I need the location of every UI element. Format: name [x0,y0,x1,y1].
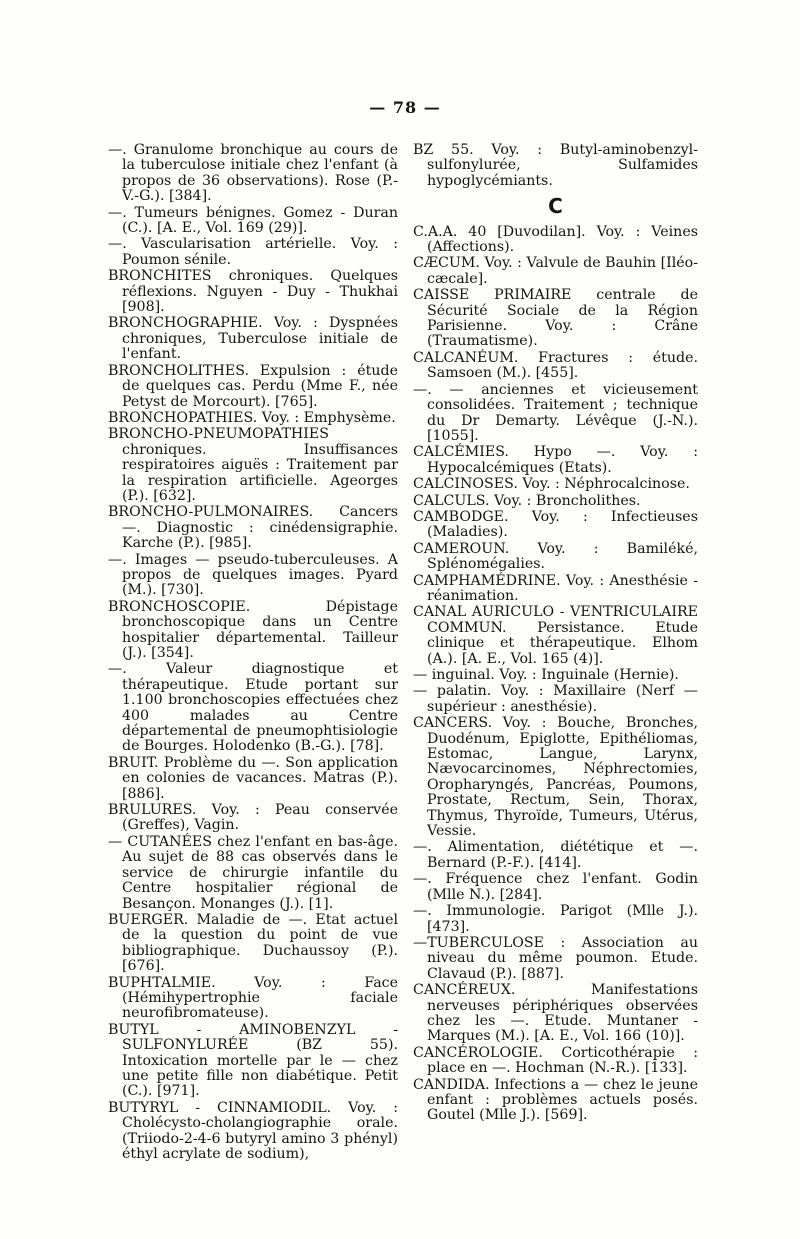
index-entry: BRONCHOGRAPHIE. Voy. : Dyspnées chroniques, Tuberculose initiale de l'enfant. [108,315,398,363]
index-entry: CÆCUM. Voy. : Valvule de Bauhin [Iléo-cæcale]. [413,255,698,287]
section-letter: C [548,194,563,219]
index-entry: CALCINOSES. Voy. : Néphrocalcinose. [413,476,690,493]
index-entry: — palatin. Voy. : Maxillaire (Nerf — supérieur : anesthésie). [413,683,698,715]
index-entry: BRONCHOPATHIES. Voy. : Emphysème. [108,409,396,426]
index-entry: CAMPHAMÉDRINE. Voy. : Anesthésie - réanimation. [413,572,698,604]
index-entry: BUTYL - AMINOBENZYL - SULFONYLURÉE (BZ 55). Intoxication mortelle par le — chez une petite fille non diabétique. Petit (C.). [971]. [108,1021,398,1100]
index-entry: CALCÉMIES. Hypo —. Voy. : Hypocalcémiques (Etats). [413,444,698,476]
index-entry: BZ 55. Voy. : Butyl-aminobenzyl-sulfonylurée, Sulfamides hypoglycémiants. [413,142,698,189]
index-entry: CALCULS. Voy. : Broncholithes. [413,492,641,509]
index-entry: —. Images — pseudo-tuberculeuses. A propos de quelques images. Pyard (M.). [730]. [108,551,398,599]
left-column [108,143,398,1163]
index-entry: CANCERS. Voy. : Bouche, Bronches, Duodénum, Epiglotte, Epithéliomas, Estomac, Langue, Larynx, Nævocarcinomes, Néphrectomies, Oropharyngés, Pancréas, Poumons, Prostate, Rectum, Sein, Thorax, Thymus, Thyroïde, Tumeurs, Utérus, Vessie. [413,715,698,840]
index-entry: BRONCHITES chroniques. Quelques réflexions. Nguyen - Duy - Thukhai [908]. [108,268,398,316]
index-entry: BUTYRYL - CINNAMIODIL. Voy. : Cholécysto-cholangiographie orale. (Triiodo-2-4-6 butyryl amino 3 phényl) éthyl acrylate de sodium), [108,1099,398,1162]
index-entry: CALCANÉUM. Fractures : étude. Samsoen (M.). [455]. [413,349,698,382]
index-entry: — CUTANÉES chez l'enfant en bas-âge. Au sujet de 88 cas observés dans le service de chirurgie infantile du Centre hospitalier régional de Besançon. Monanges (J.). [1]. [108,833,398,912]
index-entry: — inguinal. Voy. : Inguinale (Hernie). [413,667,679,683]
index-entry: BRONCHO-PNEUMOPATHIES chroniques. Insuffisances respiratoires aiguës : Traitement par la respiration artificielle. Ageorges (P.). [632]. [108,426,398,504]
index-entry: —. Granulome bronchique au cours de la tuberculose initiale chez l'enfant (à propos de 36 observations). Rose (P.-V.-G.). [384]. [108,142,398,205]
index-entry: —. — anciennes et vicieusement consolidées. Traitement ; technique du Dr Demarty. Lévêque (J.-N.). [1055]. [413,381,698,444]
index-entry: CANAL AURICULO - VENTRICULAIRE COMMUN. Persistance. Etude clinique et thérapeutique. Elhom (A.). [A. E., Vol. 165 (4)]. [413,604,698,667]
index-entry: —. Fréquence chez l'enfant. Godin (Mlle N.). [284]. [413,871,698,903]
index-entry: CANDIDA. Infections a — chez le jeune enfant : problèmes actuels posés. Goutel (Mlle J.). [569]. [413,1076,698,1124]
index-entry: C.A.A. 40 [Duvodilan]. Voy. : Veines (Affections). [413,223,698,256]
index-entry: —TUBERCULOSE : Association au niveau du même poumon. Etude. Clavaud (P.). [887]. [413,934,698,982]
index-entry: CAMEROUN. Voy. : Bamiléké, Splénomégalies. [413,540,698,573]
index-entry: CANCÉREUX. Manifestations nerveuses périphériques observées chez les —. Etude. Muntaner - Marques (M.). [A. E., Vol. 166 (10)]. [413,982,698,1045]
index-entry: BUERGER. Maladie de —. Etat actuel de la question du point de vue bibliographique. Duchaussoy (P.). [676]. [108,911,398,975]
index-entry: BUPHTALMIE. Voy. : Face (Hémihypertrophie faciale neurofibromateuse). [108,974,398,1022]
index-entry: BRONCHOSCOPIE. Dépistage bronchoscopique dans un Centre hospitalier départemental. Tailleur (J.). [354]. [108,598,398,661]
index-entry: —. Vascularisation artérielle. Voy. : Poumon sénile. [108,236,398,268]
index-entry: BRULURES. Voy. : Peau conservée (Greffes), Vagin. [108,802,398,834]
right-column [413,143,698,1125]
index-entry: —. Alimentation, diététique et —. Bernard (P.-F.). [414]. [413,839,698,871]
index-entry: CANCÉROLOGIE. Corticothérapie : place en —. Hochman (N.-R.). [133]. [413,1044,698,1077]
index-entry: CAISSE PRIMAIRE centrale de Sécurité Sociale de la Région Parisienne. Voy. : Crâne (Traumatisme). [413,287,698,350]
index-entry: CAMBODGE. Voy. : Infectieuses (Maladies). [413,508,698,541]
index-entry: —. Valeur diagnostique et thérapeutique. Etude portant sur 1.100 bronchoscopies effectuées chez 400 malades au Centre départemental de pneumophtisiologie de Bourges. Holodenko (B.-G.). [78]. [108,661,398,755]
index-entry: —. Immunologie. Parigot (Mlle J.). [473]. [413,903,698,935]
index-entry: BRUIT. Problème du —. Son application en colonies de vacances. Matras (P.). [886]. [108,754,398,802]
index-entry: BRONCHO-PULMONAIRES. Cancers —. Diagnostic : cinédensigraphie. Karche (P.). [985]. [108,504,398,552]
page-number: — 78 — [369,98,441,117]
index-entry: —. Tumeurs bénignes. Gomez - Duran (C.). [A. E., Vol. 169 (29)]. [108,204,398,237]
index-entry: BRONCHOLITHES. Expulsion : étude de quelques cas. Perdu (Mme F., née Petyst de Morcourt). [765]. [108,362,398,410]
